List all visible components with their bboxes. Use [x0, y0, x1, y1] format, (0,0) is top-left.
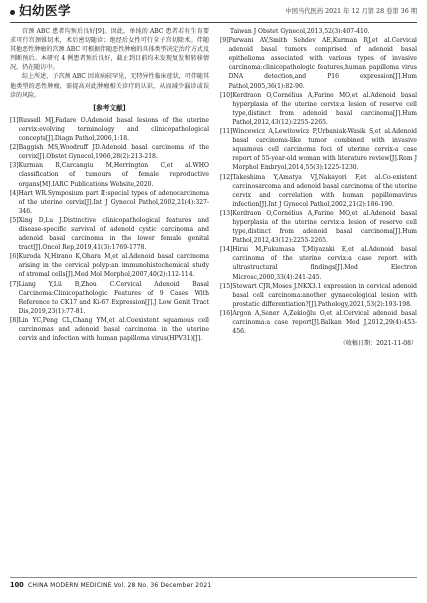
- footer-journal-name: CHINA MODERN MEDICINE Vol. 28 No. 36 December 2021: [28, 581, 212, 589]
- reference-item: [220, 309, 417, 336]
- reference-number: [15]: [220, 282, 233, 290]
- header-bullet-icon: [10, 10, 15, 15]
- reference-number: [1]: [10, 116, 19, 124]
- reference-list-right: [220, 36, 417, 336]
- reference-number: [16]: [220, 309, 233, 317]
- reference-text: Parwani AV,Smith Sehdev AE,Kurman RJ,et al.Cervical adenoid basal tumors comprised of adenoid basal epithelioma associated with various types of invasive carcinoma:clinicopathologic features,human papilloma virus DNA detection,and P16 expression[J].Hum Pathol,2005,36(1):82-90.: [228, 37, 417, 90]
- reference-number: [6]: [10, 253, 19, 261]
- reference-item: [220, 245, 417, 281]
- reference-number: [13]: [220, 209, 233, 217]
- section-title: 妇幼医学: [19, 3, 72, 18]
- reference-item: [10, 280, 209, 316]
- left-column: [10, 27, 209, 343]
- reference-text: Russell MJ,Fadare O.Adenoid basal lesions of the uterine cervix:evolving terminology and clinicopathological concepts[J].Diagn Pathol,2006,1:18.: [18, 116, 209, 143]
- journal-issue: 中国当代医药 2021 年 12 月第 28 卷第 36 期: [285, 8, 417, 15]
- reference-text: Takeshima Y,Amatya VJ,Nakayori F,et al.Co-existent carcinosarcoma and adenoid basal carcinoma of the uterine cervix and correlation with human papillomavirus infection[J].Int J Gynecol Pathol,2002,21(2):186-190.: [232, 173, 417, 208]
- reference-text: Hirai M,Fukumasa T,Miyazaki E,et al.Adenoid basal carcinoma of the uterine cervix:a case report with ultrastructural findings[J].Med Electron Microsc,2000,33(4):241-245.: [232, 246, 417, 281]
- reference-number: [7]: [10, 280, 19, 288]
- reference-number: [4]: [10, 189, 19, 197]
- reference-number: [8]: [10, 316, 19, 324]
- reference-item: [220, 36, 417, 91]
- reference-text: Lin YC,Peng CL,Chang YM,et al.Coexistent squamous cell carcinomas and adenoid basal carcinoma in the uterine cervix and infection with human papilloma virus(HPV31)[J].: [18, 316, 209, 343]
- header-divider: [10, 22, 417, 23]
- reference-number: [3]: [10, 162, 19, 170]
- reference-number: [14]: [220, 246, 233, 254]
- reference-number: [2]: [10, 144, 19, 152]
- reference-item: [10, 143, 209, 161]
- received-date: （收稿日期：2021-11-08）: [339, 340, 417, 348]
- reference-number: [12]: [220, 173, 233, 181]
- body-paragraph-2: 综上所述，子宫颈 ABC 因该病较罕见，无特异性临床症状，可伴随其他类型的恶性肿瘤，需提高对此肿瘤相关诊疗的认识，从而减少漏诊或误诊的风险。: [10, 73, 209, 99]
- reference-item: [220, 127, 417, 172]
- reference-number: [5]: [10, 216, 19, 224]
- reference-item: [220, 282, 417, 309]
- reference-text: Xing D,Lu J.Distinctive clinicopathological features and disease-specific survival of adenoid cystic carcinoma and adenoid basal carcinoma in the lower female genital tract[J].Oncol Rep,2019,41(3):1769-1778.: [18, 216, 209, 252]
- reference-text: Stewart CJR,Moses J.NKX3.1 expression in cervical adenoid basal cell carcinoma:another gynaecological lesion with prostatic differentiation?[J].Pathology,2021,53(2):193-198.: [232, 282, 417, 308]
- footer-divider: [10, 577, 417, 578]
- reference-text: Liang Y,Lü B,Zhou C.Cervical Adenoid Basal Carcinoma:Clinicopathologic Features of 9 Cases With Reference to CK17 and Ki-67 Expression[J].J Low Genit Tract Dis,2019,23(1):77-81.: [18, 280, 209, 315]
- body-paragraph-1: 宫颈 ABC 患者均预后良好[9]。因此，单纯的 ABC 患者若有生育要求可行宫颈锥切术，术后密切随诊；绝经后女性可行全子宫切除术。伴随其他恶性肿瘤的宫颈 ABC 可根据伴随恶性肿瘤的具体类型决定治疗方式及判断预后。本研究 4 例患者预后良好，截止到目前均未发现复发和转移情况，仍在随访中。: [10, 28, 209, 72]
- reference-item: [10, 316, 209, 343]
- reference-continuation: Taiwan J Obstet Gynecol,2013,52(3):407-410.: [230, 28, 370, 35]
- reference-text: Kerdraon O,Cornélius A,Farine MO,et al.Adenoid basal hyperplasia of the uterine cervix:a lesion of reserve cell type,distinct from adenoid basal carcinoma[J].Hum Pathol,2012,43(12):2255-2265.: [232, 91, 417, 126]
- right-column: [220, 27, 417, 348]
- reference-item: [10, 189, 209, 216]
- reference-text: Kuroda N,Hirano K,Ohara M,et al.Adenoid basal carcinoma arising in the cervical polyp:an immunohistochemical study of stromal cells[J].Med Mol Morphol,2007,40(2):112-114.: [18, 253, 209, 279]
- reference-list-left: [10, 116, 209, 343]
- reference-item: [10, 116, 209, 143]
- reference-item: [220, 209, 417, 245]
- reference-text: Argon A,Sener A,Zekioğlu O,et al.Cervical adenoid basal carcinoma:a case report[J].Balkan Med J,2012,29(4):453-456.: [232, 309, 417, 336]
- reference-number: [9]: [220, 37, 229, 45]
- reference-text: Baggish MS,Woodruff JD.Adenoid basal carcinoma of the cervix[J].Obstet Gynecol,1966,28(2):213-218.: [18, 144, 209, 161]
- reference-number: [10]: [220, 91, 233, 99]
- reference-item: [10, 161, 209, 188]
- reference-text: Hart WR.Symposium part Ⅱ:special types of adenocarcinoma of the uterine cervix[J].Int J Gynecol Pathol,2002,21(4):327-346.: [18, 189, 209, 215]
- reference-item: [220, 173, 417, 209]
- reference-text: Wincewicz A,Lewitowicz P,Urbaniak-Wasik S,et al.Adenoid basal carcinoma-like tumor combined with invasive squamous cell carcinoma foci of uterine cervix-a case report of 55-year-old woman with literature review[J].Rom J Morphol Embryol,2014,55(3):1225-1230.: [232, 128, 417, 172]
- reference-item: [10, 252, 209, 279]
- reference-text: Kerdraon O,Cornélius A,Farine MO,et al.Adenoid basal hyperplasia of the uterine cervix:a lesion of reserve cell type,distinct from adenoid basal carcinoma[J].Hum Pathol,2012,43(12):2255-2265.: [232, 209, 417, 245]
- reference-text: Kurman R,Carcangiu M,Herrington C,et al.WHO classification of tumours of female reproductive organs[M].IARC Publications Website,2020.: [18, 162, 209, 188]
- reference-item: [220, 91, 417, 127]
- references-heading: [参考文献]: [93, 103, 126, 112]
- page-number: 100: [10, 581, 24, 589]
- reference-number: [11]: [220, 128, 233, 136]
- reference-item: [10, 216, 209, 252]
